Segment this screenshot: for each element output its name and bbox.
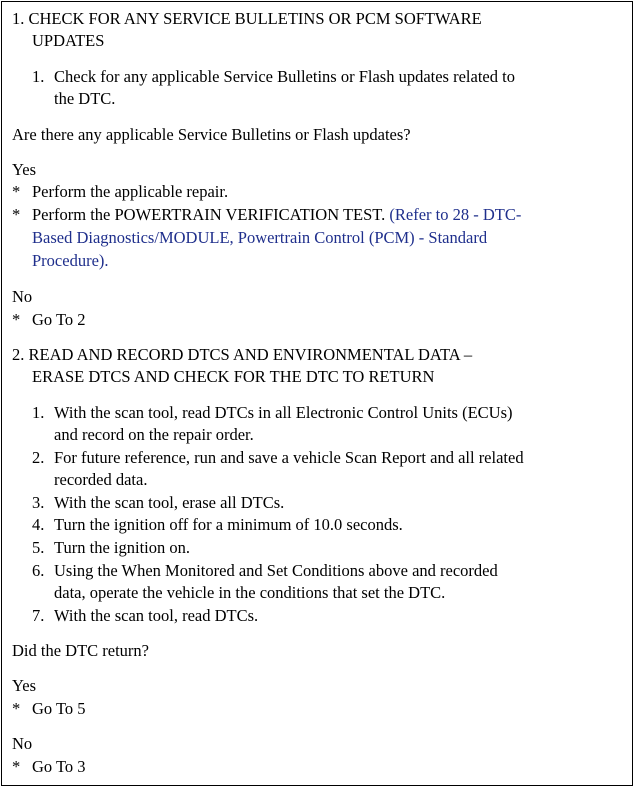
substep-text: Check for any applicable Service Bulletins or Flash updates related to [54,67,515,86]
step1-yes-label: Yes [12,160,37,179]
substep-number: 1. [32,67,45,86]
step2-no-item: * Go To 3 [12,757,86,776]
step2-heading-cont: ERASE DTCS AND CHECK FOR THE DTC TO RETURN [32,367,435,386]
step2-item-7: 7. With the scan tool, read DTCs. [32,606,259,625]
step2-no-label: No [12,734,33,753]
reference-link[interactable]: (Refer to 28 - DTC- [389,205,522,224]
step1-yes-item-1: * Perform the applicable repair. [12,182,229,201]
step2-heading: 2. READ AND RECORD DTCS AND ENVIRONMENTAL DATA – [12,345,473,364]
step2-item-5: 5. Turn the ignition on. [32,538,190,557]
step2-question: Did the DTC return? [12,641,150,660]
step2-yes-label: Yes [12,676,37,695]
step2-item-6: 6. Using the When Monitored and Set Conditions above and recorded [32,561,498,580]
bullet-icon: * [12,757,21,776]
bullet-icon: * [12,205,21,224]
reference-link-cont[interactable]: Based Diagnostics/MODULE, Powertrain Control (PCM) - Standard [32,228,488,247]
step1-yes-item-2: * Perform the POWERTRAIN VERIFICATION TEST. (Refer to 28 - DTC- [12,205,522,224]
reference-link-cont-2[interactable]: Procedure). [32,251,109,270]
bullet-icon: * [12,182,21,201]
step1-heading-cont: UPDATES [32,31,105,50]
step1-heading: 1. CHECK FOR ANY SERVICE BULLETINS OR PCM SOFTWARE [12,9,482,28]
step1-substep-cont: the DTC. [54,89,116,108]
procedure-document [1,1,633,786]
step2-item-6-cont: data, operate the vehicle in the conditions that set the DTC. [54,583,446,602]
bullet-icon: * [12,699,21,718]
step2-item-3: 3. With the scan tool, erase all DTCs. [32,493,285,512]
step2-item-4: 4. Turn the ignition off for a minimum of 10.0 seconds. [32,515,403,534]
step1-no-label: No [12,287,33,306]
step2-yes-item: * Go To 5 [12,699,86,718]
step1-no-item: * Go To 2 [12,310,86,329]
step2-item-2-cont: recorded data. [54,470,148,489]
step1-question: Are there any applicable Service Bulletins or Flash updates? [12,125,411,144]
step2-item-1-cont: and record on the repair order. [54,425,254,444]
bullet-icon: * [12,310,21,329]
step2-item-2: 2. For future reference, run and save a vehicle Scan Report and all related [32,448,524,467]
step2-item-1: 1. With the scan tool, read DTCs in all Electronic Control Units (ECUs) [32,403,513,422]
step1-substep [32,66,515,88]
